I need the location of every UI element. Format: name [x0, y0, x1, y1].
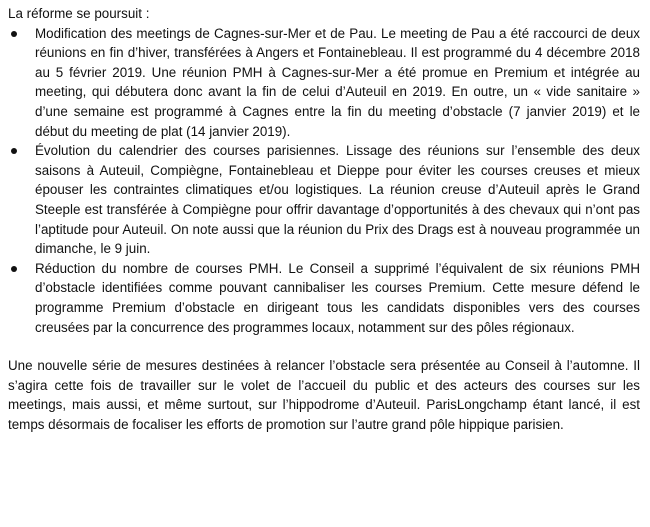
bullet-text: Modification des meetings de Cagnes-sur-Mer et de Pau. Le meeting de Pau a été raccourci de deux réunions en fin d’hiver, transférées à Angers et Fontainebleau. Il est programmé du 4 décembre 2018 au 5 février 2019. Une réunion PMH à Cagnes-sur-Mer a été promue en Premium et intégrée au meeting, qui débutera donc avant la fin de celui d’Auteuil en 2019. En outre, un « vide sanitaire » d’une semaine est programmé à Cagnes entre la fin du meeting d’obstacle (7 janvier 2019) et le début du meeting de plat (14 janvier 2019). [35, 25, 640, 139]
bullet-item-meetings [8, 24, 640, 142]
bullet-item-reduction [8, 259, 640, 337]
bullet-dot-icon [11, 266, 17, 272]
document-body [8, 4, 640, 434]
bullet-item-calendrier [8, 141, 640, 259]
bullet-list [8, 24, 640, 338]
bullet-dot-icon [11, 31, 17, 37]
bullet-text: Réduction du nombre de courses PMH. Le Conseil a supprimé l’équivalent de six réunions PMH d’obstacle identifiées comme pouvant cannibaliser les courses Premium. Cette mesure défend le programme Premium d’obstacle en dirigeant tous les candidats disponibles vers des courses creusées par la concurrence des programmes locaux, notamment sur des pôles régionaux. [35, 260, 640, 335]
closing-paragraph: Une nouvelle série de mesures destinées à relancer l’obstacle sera présentée au Conseil à l’automne. Il s’agira cette fois de travailler sur le volet de l’accueil du public et des acteurs des courses sur les meetings, mais aussi, et même surtout, sur l’hippodrome d’Auteuil. ParisLongchamp étant lancé, il est temps désormais de focaliser les efforts de promotion sur l’autre grand pôle hippique parisien. [8, 358, 640, 432]
bullet-text: Évolution du calendrier des courses parisiennes. Lissage des réunions sur l’ensemble des deux saisons à Auteuil, Compiègne, Fontainebleau et Dieppe pour éviter les courses creuses et mieux épouser les contraintes climatiques et/ou logistiques. La réunion creuse d’Auteuil après le Grand Steeple est transférée à Compiègne pour offrir davantage d’opportunités à des chevaux qui n’ont pas l’aptitude pour Auteuil. On note aussi que la réunion du Prix des Drags est à nouveau programmée un dimanche, le 9 juin. [35, 143, 640, 257]
bullet-dot-icon [11, 148, 17, 154]
intro-paragraph: La réforme se poursuit : [8, 6, 150, 21]
